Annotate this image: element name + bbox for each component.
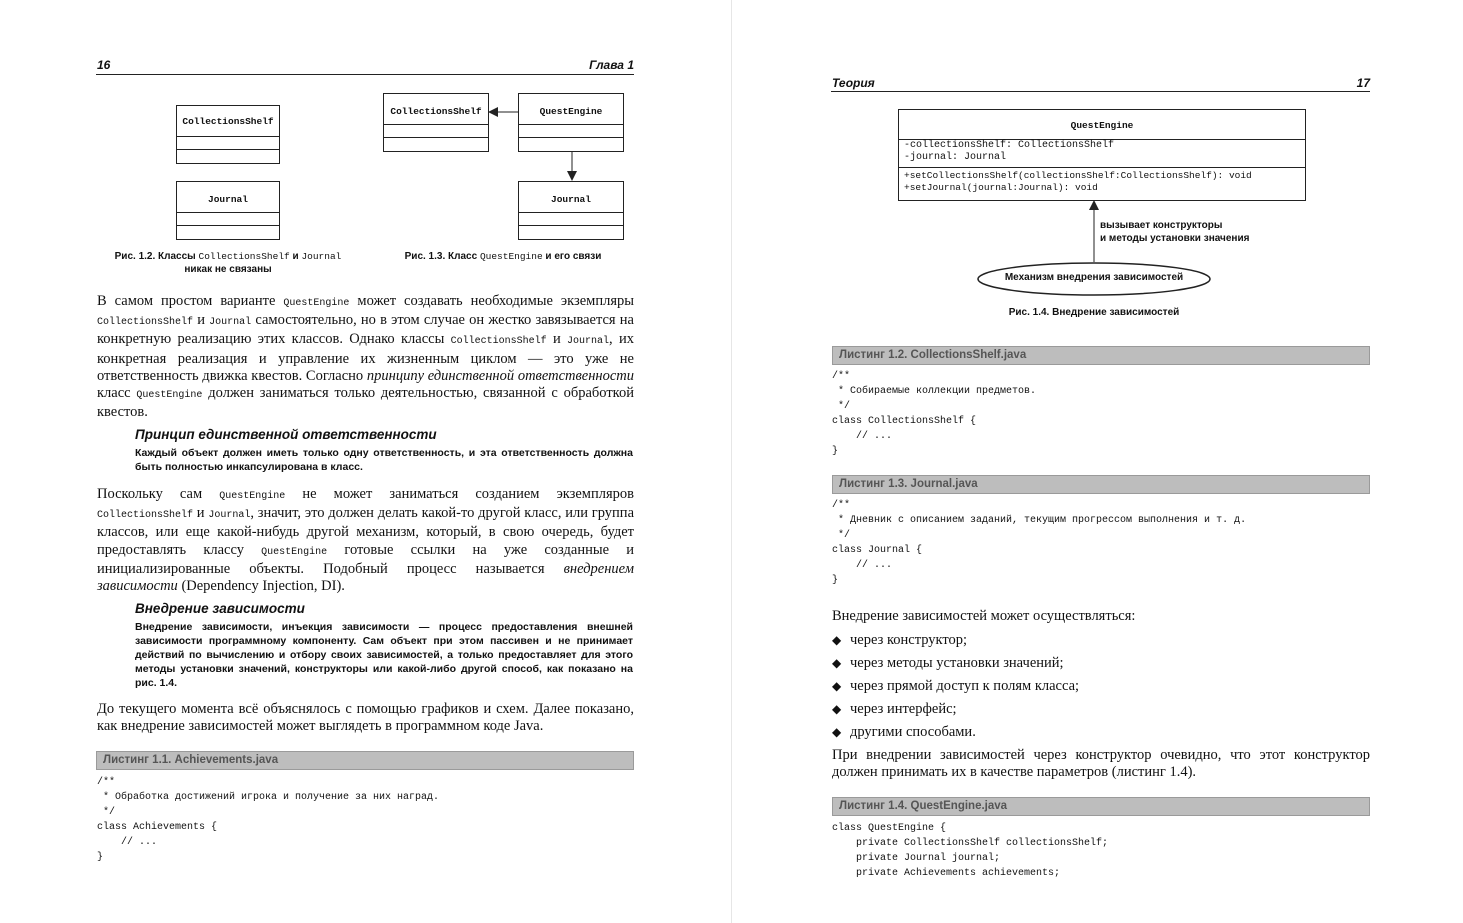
- body-paragraph: Поскольку сам QuestEngine не может заниматься созданием экземпляров CollectionsShelf и Journal, значит, это должен делать какой-то другой класс, или группа классов, или еще какой-нибудь другой механизм, который, в свою очередь, будет предоставлять классу QuestEngine готовые ссылки на уже созданные и инициализированные объекты. Подобный процесс называется внедрением зависимости (Dependency Injection, DI).: [97, 486, 634, 595]
- definition-title: Внедрение зависимости: [135, 601, 305, 616]
- dependency-arrow: [732, 0, 1463, 300]
- diamond-bullet-icon: ◆: [832, 679, 842, 693]
- list-item: ◆ через прямой доступ к полям класса;: [832, 675, 1370, 698]
- code-block: /** * Собираемые коллекции предметов. */ class CollectionsShelf { // ... }: [832, 371, 1037, 457]
- right-page: [731, 0, 1463, 923]
- arrow-head: [567, 171, 577, 181]
- diamond-bullet-icon: ◆: [832, 633, 842, 647]
- listing-title: Листинг 1.4. QuestEngine.java: [832, 797, 1370, 816]
- diamond-bullet-icon: ◆: [832, 656, 842, 670]
- list-item: ◆ через интерфейс;: [832, 698, 1370, 721]
- body-paragraph: Внедрение зависимостей может осуществляться:: [832, 608, 1136, 624]
- left-page: [0, 0, 731, 923]
- body-paragraph: В самом простом варианте QuestEngine может создавать необходимые экземпляры CollectionsShelf и Journal самостоятельно, но в этом случае он жестко завязывается на конкретную реализацию этих классов. Однако классы CollectionsShelf и Journal, их конкретная реализация и управление их жизненным циклом — это уже не ответственность движка квестов. Согласно принципу единственной ответственности класс QuestEngine должен заниматься только деятельностью, связанной с обработкой квестов.: [97, 293, 634, 421]
- body-paragraph: До текущего момента всё объяснялось с помощью графиков и схем. Далее показано, как внедрение зависимостей может выглядеть в программном коде Java.: [97, 701, 634, 735]
- running-header: Глава 1: [589, 58, 634, 72]
- uml-class-methods: +setCollectionsShelf(collectionsShelf:CollectionsShelf): void +setJournal(journal:Journal): void: [899, 167, 1305, 200]
- uml-class-name: CollectionsShelf: [390, 106, 482, 117]
- bullet-list: [832, 629, 1370, 744]
- list-item: ◆ через конструктор;: [832, 629, 1370, 652]
- diamond-bullet-icon: ◆: [832, 725, 842, 739]
- listing-title: Листинг 1.2. CollectionsShelf.java: [832, 346, 1370, 365]
- uml-class-name: CollectionsShelf: [182, 116, 274, 127]
- listing-title: Листинг 1.3. Journal.java: [832, 475, 1370, 494]
- uml-class-name: QuestEngine: [1070, 120, 1134, 131]
- code-block: class QuestEngine { private CollectionsShelf collectionsShelf; private Journal journal; private Achievements achievements;: [832, 823, 1109, 879]
- page-number: 16: [97, 58, 111, 72]
- list-item: ◆ через методы установки значений;: [832, 652, 1370, 675]
- uml-class-name: Journal: [208, 194, 248, 205]
- list-item: ◆ другими способами.: [832, 721, 1370, 744]
- mechanism-label: Механизм внедрения зависимостей: [1004, 272, 1184, 283]
- code-block: /** * Дневник с описанием заданий, текущим прогрессом выполнения и т. д. */ class Journal { // ... }: [832, 500, 1247, 586]
- uml-class-fields: -collectionsShelf: CollectionsShelf -journal: Journal: [899, 139, 1305, 167]
- uml-class-name: Journal: [551, 194, 591, 205]
- code-block: /** * Обработка достижений игрока и получение за них наград. */ class Achievements { // ... }: [97, 777, 440, 863]
- definition-body: Каждый объект должен иметь только одну ответственность, и эта ответственность должна быть полностью инкапсулирована в класс.: [135, 447, 633, 473]
- arrow-head: [1089, 200, 1099, 210]
- dependency-arrows: [0, 0, 731, 260]
- arrow-label: вызывает конструкторы и методы установки значения: [1100, 220, 1250, 244]
- body-paragraph: При внедрении зависимостей через конструктор очевидно, что этот конструктор должен принимать их в качестве параметров (листинг 1.4).: [832, 747, 1370, 781]
- definition-body: Внедрение зависимости, инъекция зависимости — процесс предоставления внешней зависимости программному компоненту. Сам объект при этом пассивен и не принимает действий по вычислению и отбору своих зависимостей, а только предоставляет для этого методы установки значений, конструкторы или какой-либо другой способ, как показано на рис. 1.4.: [135, 621, 633, 689]
- figure-caption-1-3: Рис. 1.3. Класс QuestEngine и его связи: [404, 251, 602, 262]
- running-header: Теория: [832, 76, 875, 90]
- page-number: 17: [1356, 76, 1370, 90]
- diamond-bullet-icon: ◆: [832, 702, 842, 716]
- figure-caption-1-2: Рис. 1.2. Классы CollectionsShelf и Journal никак не связаны: [114, 251, 342, 275]
- arrow-head: [488, 107, 498, 117]
- uml-class-name: QuestEngine: [539, 106, 603, 117]
- figure-caption-1-4: Рис. 1.4. Внедрение зависимостей: [1008, 307, 1180, 318]
- definition-title: Принцип единственной ответственности: [135, 427, 437, 442]
- listing-title: Листинг 1.1. Achievements.java: [96, 751, 634, 770]
